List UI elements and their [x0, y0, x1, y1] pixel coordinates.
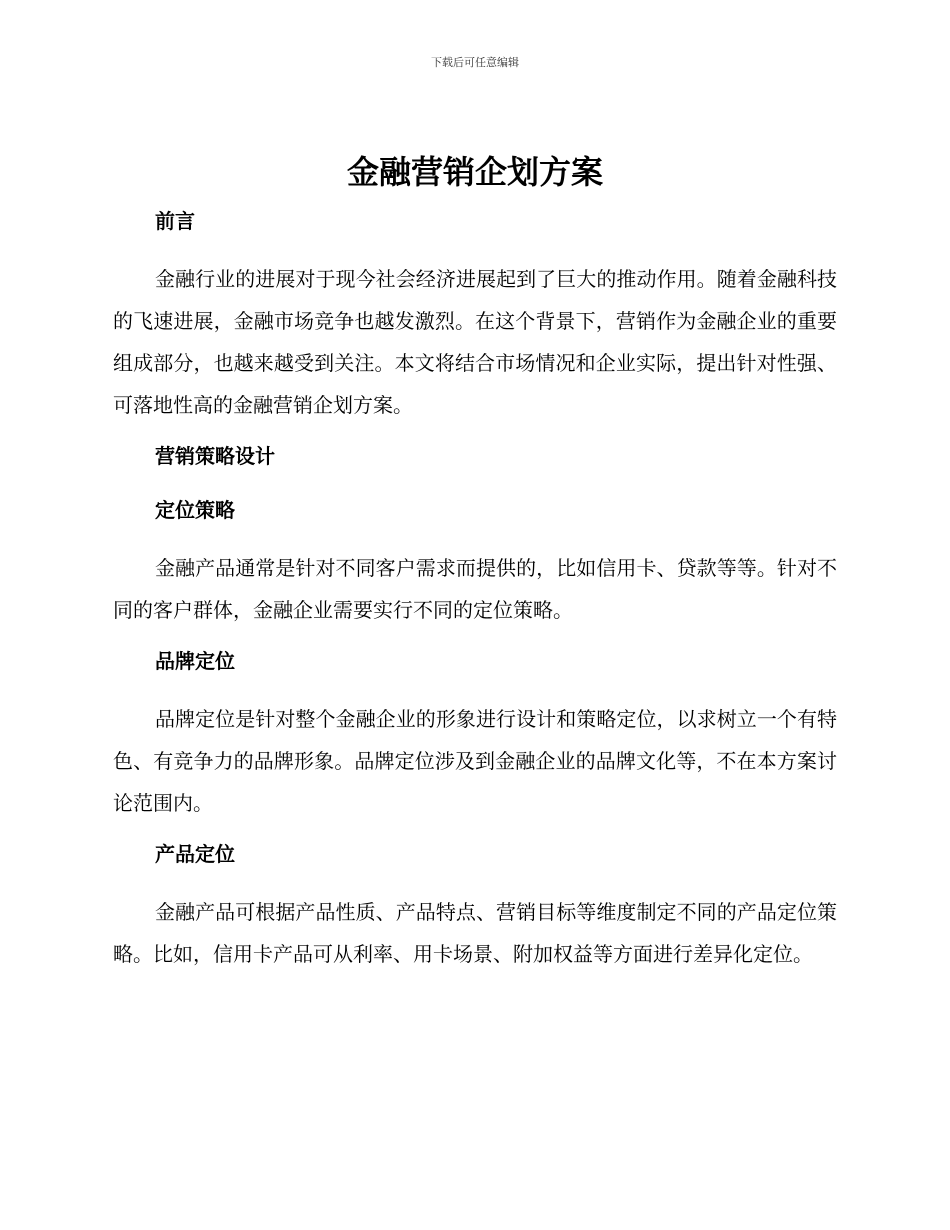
page-header-note: 下载后可任意编辑: [431, 56, 519, 69]
document-body: [113, 204, 837, 975]
document-title: 金融营销企划方案: [346, 153, 603, 191]
paragraph-product-positioning: 金融产品可根据产品性质、产品特点、营销目标等维度制定不同的产品定位策略。比如，信用卡产品可从利率、用卡场景、附加权益等方面进行差异化定位。: [113, 900, 837, 966]
section-heading-positioning-strategy: 定位策略: [155, 498, 235, 522]
paragraph-positioning-strategy: 金融产品通常是针对不同客户需求而提供的，比如信用卡、贷款等等。针对不同的客户群体，金融企业需要实行不同的定位策略。: [113, 556, 837, 622]
paragraph-preface: 金融行业的进展对于现今社会经济进展起到了巨大的推动作用。随着金融科技的飞速进展，金融市场竞争也越发激烈。在这个背景下，营销作为金融企业的重要组成部分，也越来越受到关注。本文将结合市场情况和企业实际，提出针对性强、可落地性高的金融营销企划方案。: [113, 267, 837, 417]
section-heading-preface: 前言: [155, 209, 195, 233]
paragraph-brand-positioning: 品牌定位是针对整个金融企业的形象进行设计和策略定位，以求树立一个有特色、有竞争力的品牌形象。品牌定位涉及到金融企业的品牌文化等，不在本方案讨论范围内。: [113, 707, 837, 815]
section-heading-product-positioning: 产品定位: [155, 842, 235, 866]
section-heading-marketing-strategy: 营销策略设计: [155, 444, 275, 468]
section-heading-brand-positioning: 品牌定位: [155, 649, 235, 673]
